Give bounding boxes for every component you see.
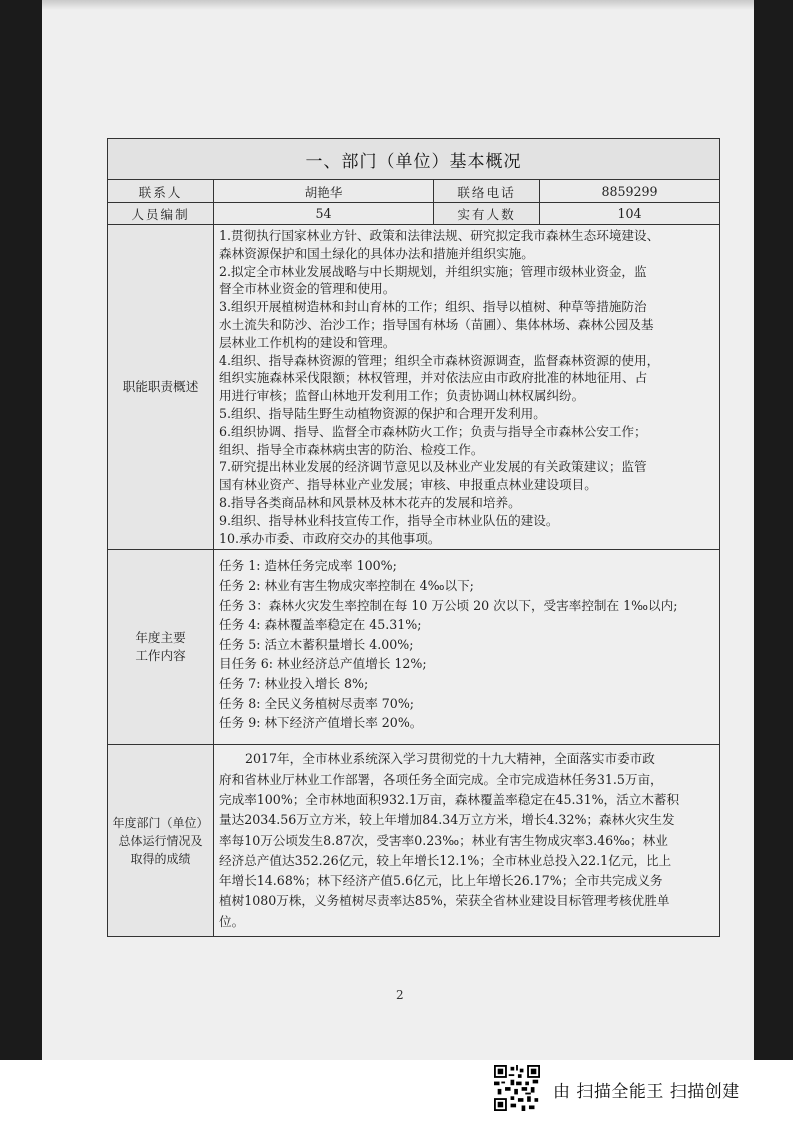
task-line: 目任务 6: 林业经济总产值增长 12%; xyxy=(219,656,427,672)
task-line: 任务 2: 林业有害生物成灾率控制在 4‰以下; xyxy=(219,577,474,593)
staff-actual-value: 104 xyxy=(540,203,720,225)
department-overview-table xyxy=(107,138,720,937)
duty-line: 层林业工作机构的建设和管理。 xyxy=(219,334,396,350)
duty-line: 水土流失和防沙、治沙工作；指导国有林场（苗圃）、集体林场、森林公园及基 xyxy=(219,316,654,332)
duty-line: 森林资源保护和国土绿化的具体办法和措施并组织实施。 xyxy=(219,245,534,261)
staff-quota-value: 54 xyxy=(214,203,434,225)
annual-tasks-label xyxy=(108,550,214,745)
annual-tasks-row xyxy=(108,550,720,745)
staff-row xyxy=(108,203,720,225)
task-line: 任务 7: 林业投入增长 8%; xyxy=(219,675,369,691)
page-number: 2 xyxy=(396,988,404,1002)
duty-line: 用进行审核；监督山林地开发利用工作；负责协调山林权属纠纷。 xyxy=(219,388,585,404)
duty-line: 国有林业资产、指导林业产业发展；审核、申报重点林业建设项目。 xyxy=(219,477,597,493)
task-line: 任务 9: 林下经济产值增长率 20%。 xyxy=(219,715,423,731)
results-label-line: 总体运行情况及 xyxy=(118,833,203,848)
annual-tasks-label-line: 工作内容 xyxy=(135,648,186,664)
qr-code-icon xyxy=(494,1065,540,1111)
result-line: 完成率100%；全市林地面积932.1万亩，森林覆盖率稳定在45.31%，活立木蓄积 xyxy=(219,791,680,807)
duty-line: 7.研究提出林业发展的经济调节意见以及林业产业发展的有关政策建议；监管 xyxy=(219,459,647,475)
result-line: 经济总产值达352.26亿元，较上年增长12.1%；全市林业总投入22.1亿元，比上 xyxy=(219,852,672,868)
duty-line: 督全市林业资金的管理和使用。 xyxy=(219,281,396,297)
result-line: 年增长14.68%；林下经济产值5.6亿元，比上年增长26.17%；全市共完成义务 xyxy=(219,873,663,889)
duty-line: 3.组织开展植树造林和封山育林的工作；组织、指导以植树、种草等措施防治 xyxy=(219,299,647,315)
task-line: 任务 1: 造林任务完成率 100%; xyxy=(219,558,397,574)
result-line: 植树1080万株，义务植树尽责率达85%，荣获全省林业建设目标管理考核优胜单 xyxy=(219,893,670,909)
result-line: 率每10万公顷发生8.87次，受害率0.23‰；林业有害生物成灾率3.46‰；林业 xyxy=(219,832,668,848)
result-line: 2017年，全市林业系统深入学习贯彻党的十九大精神，全面落实市委市政 xyxy=(245,751,655,767)
annual-tasks-content xyxy=(214,550,720,745)
task-line: 任务 4: 森林覆盖率稳定在 45.31%; xyxy=(219,617,422,633)
results-row xyxy=(108,745,720,937)
task-line: 任务 5: 活立木蓄积量增长 4.00%; xyxy=(219,636,414,652)
page-edge-shadow xyxy=(42,0,754,10)
duty-line: 组织、指导全市森林病虫害的防治、检疫工作。 xyxy=(219,441,484,457)
duties-label: 职能职责概述 xyxy=(108,225,214,550)
duty-line: 10.承办市委、市政府交办的其他事项。 xyxy=(219,530,441,546)
contact-phone-label: 联络电话 xyxy=(434,180,540,203)
table-title: 一、部门（单位）基本概况 xyxy=(108,139,720,180)
results-content xyxy=(214,745,720,937)
duty-line: 6.组织协调、指导、监督全市森林防火工作；负责与指导全市森林公安工作； xyxy=(219,423,647,439)
duty-line: 组织实施森林采伐限额；林权管理，并对依法应由市政府批准的林地征用、占 xyxy=(219,370,648,386)
task-line: 任务 3：森林火灾发生率控制在每 10 万公顷 20 次以下，受害率控制在 1‰以内; xyxy=(219,597,678,613)
results-label-line: 年度部门（单位） xyxy=(112,815,209,830)
result-line: 府和省林业厅林业工作部署，各项任务全面完成。全市完成造林任务31.5万亩， xyxy=(219,771,663,787)
duties-content xyxy=(214,225,720,550)
contact-phone-value: 8859299 xyxy=(540,180,720,203)
duty-line: 2.拟定全市林业发展战略与中长期规划，并组织实施；管理市级林业资金，监 xyxy=(219,263,647,279)
staff-actual-label: 实有人数 xyxy=(434,203,540,225)
duty-line: 8.指导各类商品林和风景林及林木花卉的发展和培养。 xyxy=(219,494,521,510)
result-line: 位。 xyxy=(219,913,245,929)
result-line: 量达2034.56万立方米，较上年增加84.34万立方米，增长4.32%；森林火灾生发 xyxy=(219,812,675,828)
duty-line: 9.组织、指导林业科技宣传工作，指导全市林业队伍的建设。 xyxy=(219,512,559,528)
annual-tasks-label-line: 年度主要 xyxy=(135,630,186,646)
staff-quota-label: 人员编制 xyxy=(108,203,214,225)
contact-row xyxy=(108,180,720,203)
duty-line: 4.组织、指导森林资源的管理；组织全市森林资源调查，监督森林资源的使用， xyxy=(219,352,660,368)
duty-line: 5.组织、指导陆生野生动植物资源的保护和合理开发利用。 xyxy=(219,405,546,421)
contact-person-value: 胡艳华 xyxy=(214,180,434,203)
scanner-watermark-text: 由 扫描全能王 扫描创建 xyxy=(553,1082,740,1102)
duties-row xyxy=(108,225,720,550)
results-label xyxy=(108,745,214,937)
task-line: 任务 8: 全民义务植树尽责率 70%; xyxy=(219,695,415,711)
duty-line: 1.贯彻执行国家林业方针、政策和法律法规、研究拟定我市森林生态环境建设、 xyxy=(219,228,660,243)
results-label-line: 取得的成绩 xyxy=(130,851,191,866)
contact-person-label: 联系人 xyxy=(108,180,214,203)
